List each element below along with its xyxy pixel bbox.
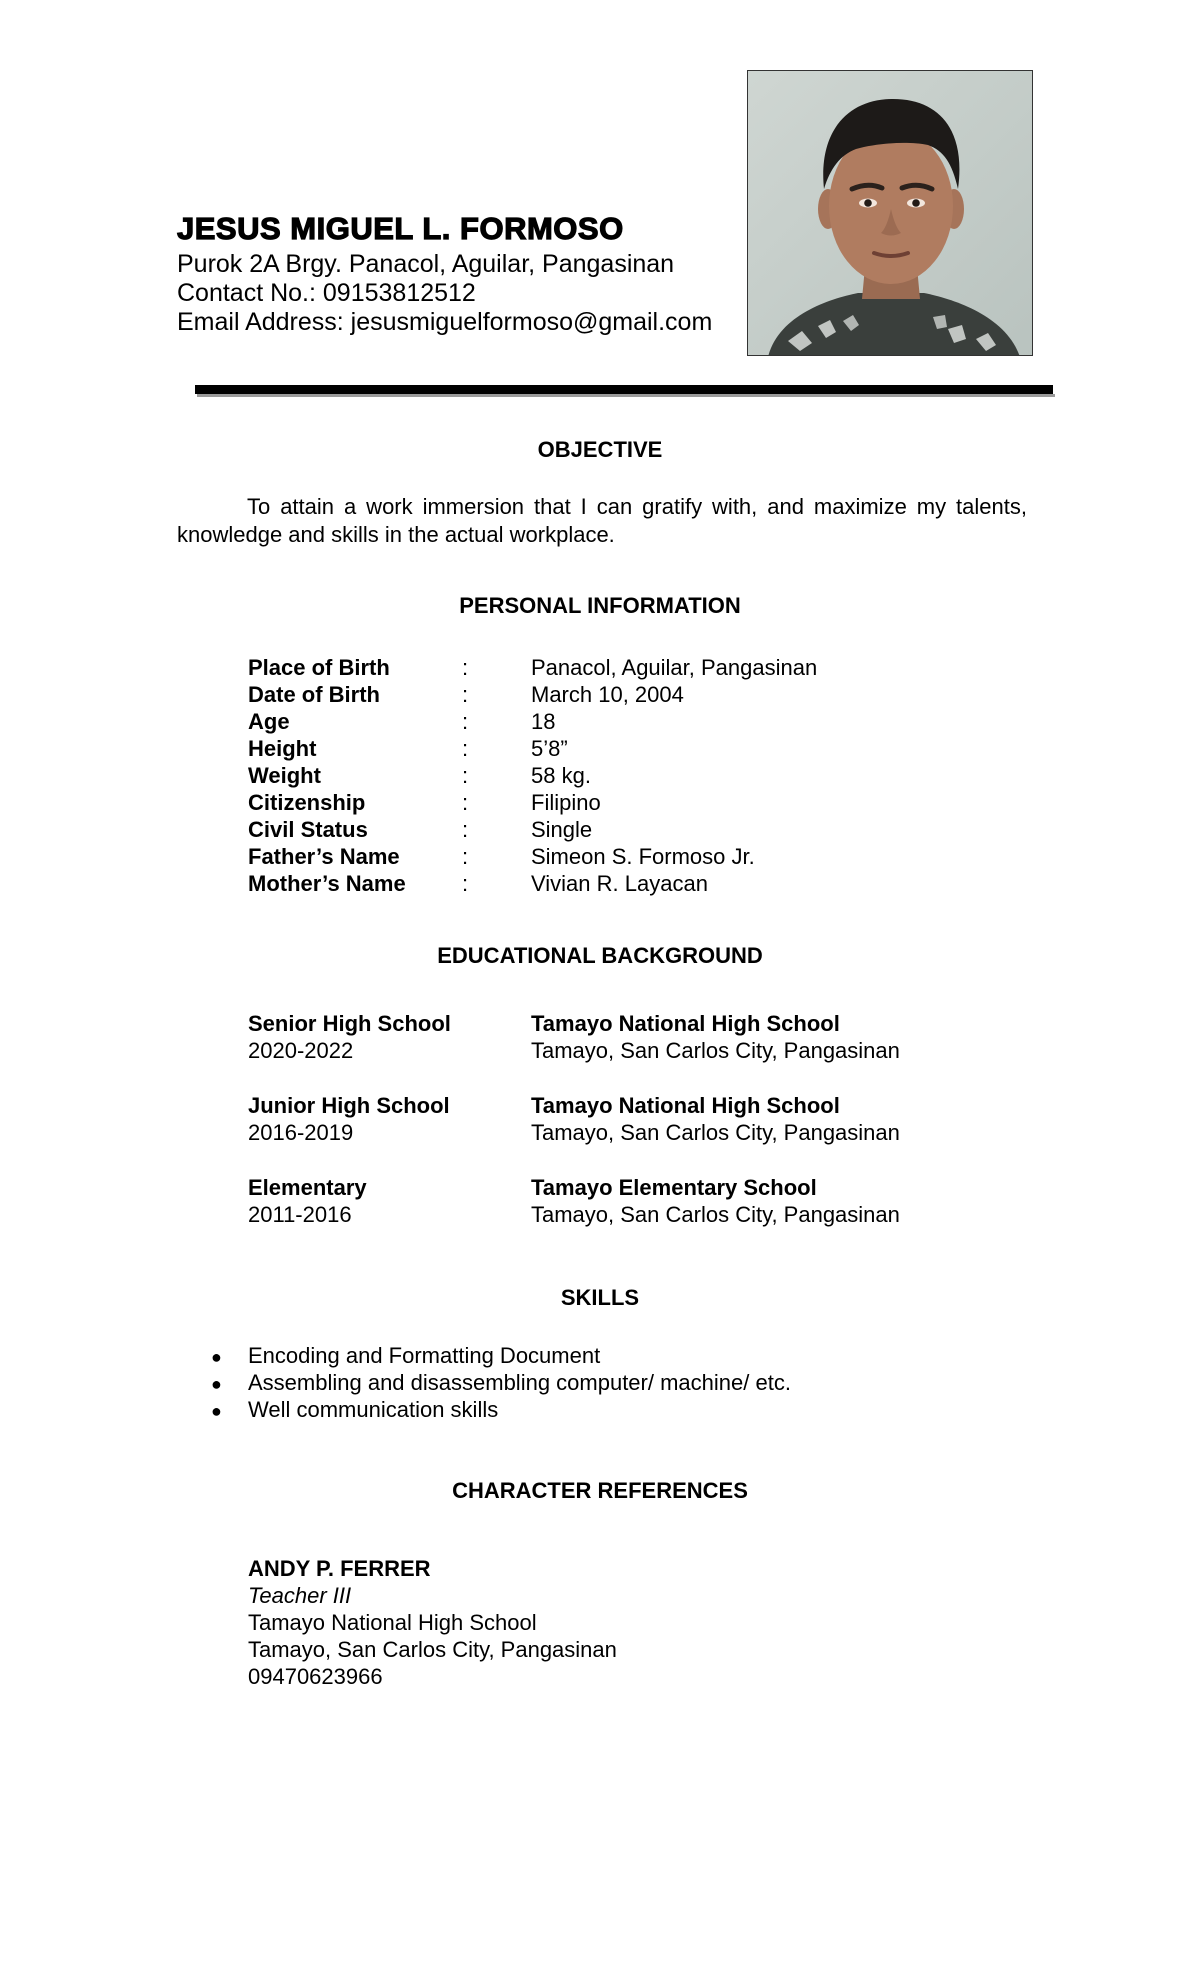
info-value: Filipino [531,790,601,815]
info-colon: : [462,763,469,788]
portrait-image [748,71,1033,356]
info-label: Citizenship [248,790,366,815]
references-heading: CHARACTER REFERENCES [452,1478,748,1503]
education-level: Elementary [248,1175,367,1200]
info-label: Weight [248,763,321,788]
info-value: Vivian R. Layacan [531,871,708,896]
education-years: 2011-2016 [248,1202,352,1227]
education-address: Tamayo, San Carlos City, Pangasinan [531,1202,900,1227]
info-value: Simeon S. Formoso Jr. [531,844,755,869]
skill-item [211,1397,498,1423]
info-value: Panacol, Aguilar, Pangasinan [531,655,818,680]
objective-text: To attain a work immersion that I can gratify with, and maximize my talents, knowledge and skills in the actual workplace. [177,494,1027,547]
header-rule-shadow [197,394,1055,397]
education-level: Senior High School [248,1011,451,1036]
info-colon: : [462,655,469,680]
info-value: 18 [531,709,556,734]
info-colon: : [462,817,469,842]
info-value: Single [531,817,593,842]
education-years: 2016-2019 [248,1120,354,1145]
info-colon: : [462,871,469,896]
header-divider [195,385,1053,394]
skill-item [211,1370,791,1396]
reference-name: ANDY P. FERRER [248,1556,431,1581]
skill-text: Assembling and disassembling computer/ machine/ etc. [248,1370,791,1395]
applicant-photo [747,70,1033,356]
email-line: Email Address: jesusmiguelformoso@gmail.com [177,308,713,336]
skill-text: Well communication skills [248,1397,499,1422]
reference-position: Teacher III [248,1583,352,1608]
education-school: Tamayo Elementary School [531,1175,817,1200]
info-colon: : [462,682,469,707]
education-level: Junior High School [248,1093,450,1118]
bullet-icon: ● [211,1401,222,1421]
education-address: Tamayo, San Carlos City, Pangasinan [531,1120,900,1145]
info-label: Place of Birth [248,655,390,680]
skill-text: Encoding and Formatting Document [248,1343,601,1368]
info-value: 58 kg. [531,763,591,788]
reference-school: Tamayo National High School [248,1610,537,1635]
skills-heading: SKILLS [560,1285,640,1310]
info-label: Age [248,709,290,734]
skill-item [211,1343,600,1369]
info-colon: : [462,709,469,734]
education-heading: EDUCATIONAL BACKGROUND [437,943,763,968]
education-years: 2020-2022 [248,1038,354,1063]
reference-phone: 09470623966 [248,1664,383,1689]
personal-info-heading: PERSONAL INFORMATION [459,593,741,618]
info-value: 5’8” [531,736,568,761]
info-label: Mother’s Name [248,871,406,896]
info-colon: : [462,790,469,815]
bullet-icon: ● [211,1374,222,1394]
info-label: Father’s Name [248,844,400,869]
contact-number-line: Contact No.: 09153812512 [177,279,476,307]
info-label: Height [248,736,317,761]
education-school: Tamayo National High School [531,1093,840,1118]
education-school: Tamayo National High School [531,1011,840,1036]
info-colon: : [462,844,469,869]
education-address: Tamayo, San Carlos City, Pangasinan [531,1038,900,1063]
info-label: Date of Birth [248,682,380,707]
info-label: Civil Status [248,817,368,842]
info-colon: : [462,736,469,761]
objective-heading: OBJECTIVE [537,437,663,462]
address-line: Purok 2A Brgy. Panacol, Aguilar, Pangasinan [177,250,675,278]
applicant-name: JESUS MIGUEL L. FORMOSO [177,211,624,246]
reference-address: Tamayo, San Carlos City, Pangasinan [248,1637,617,1662]
bullet-icon: ● [211,1347,222,1367]
info-value: March 10, 2004 [531,682,684,707]
